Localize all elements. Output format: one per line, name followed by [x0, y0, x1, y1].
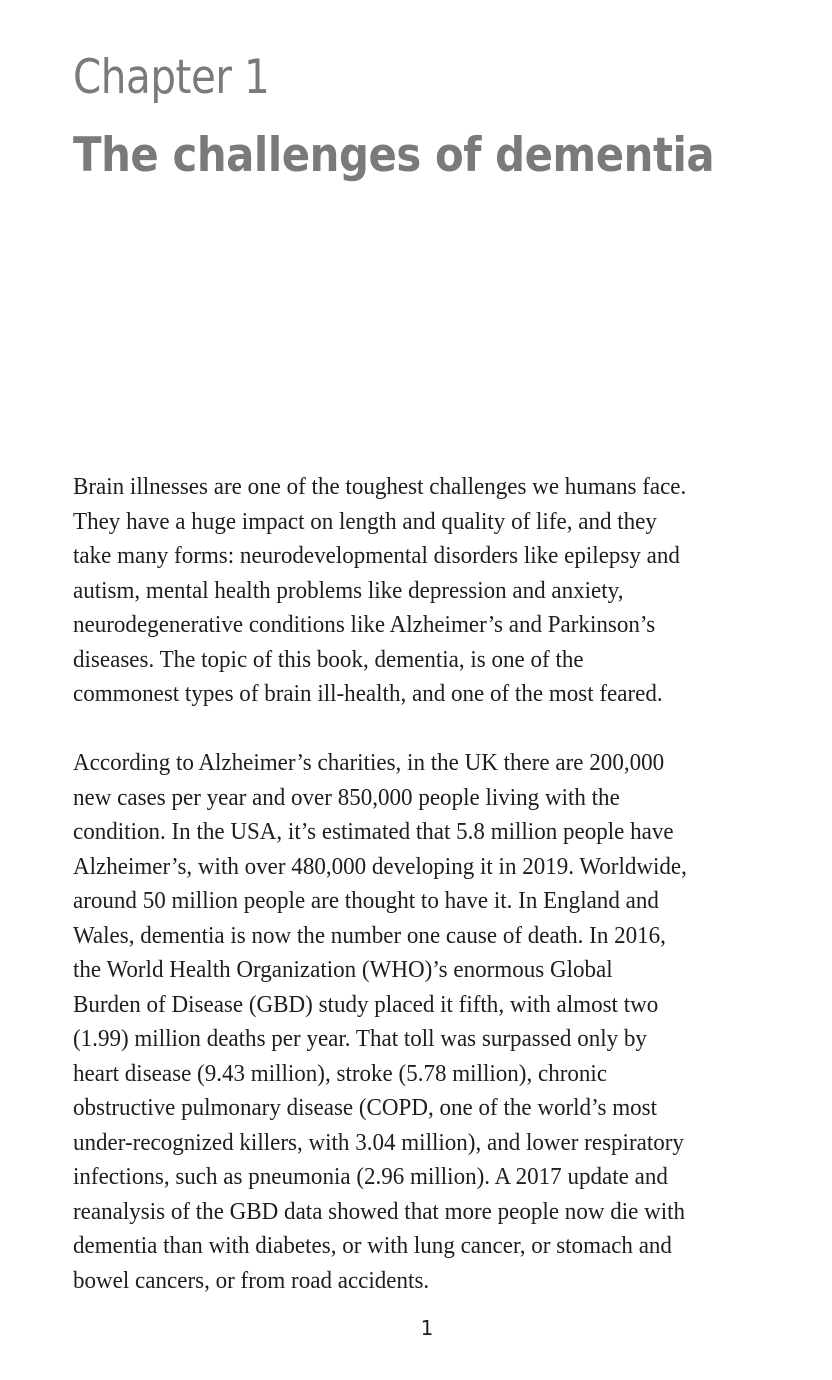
- paragraph-statistics: [73, 746, 832, 1298]
- text-line: They have a huge impact on length and quality of life, and they: [73, 507, 657, 535]
- text-line: Alzheimer’s, with over 480,000 developing it in 2019. Worldwide,: [73, 852, 687, 880]
- text-line: take many forms: neurodevelopmental disorders like epilepsy and: [73, 542, 680, 569]
- text-line: Wales, dementia is now the number one cause of death. In 2016,: [73, 921, 666, 949]
- text-line: dementia than with diabetes, or with lung cancer, or stomach and: [73, 1232, 672, 1259]
- text-line: obstructive pulmonary disease (COPD, one of the world’s most: [73, 1094, 657, 1121]
- text-line: heart disease (9.43 million), stroke (5.78 million), chronic: [73, 1059, 608, 1087]
- text-line: Brain illnesses are one of the toughest challenges we humans face.: [73, 473, 687, 500]
- text-line: new cases per year and over 850,000 people living with the: [73, 783, 620, 811]
- text-line: According to Alzheimer’s charities, in the UK there are 200,000: [73, 749, 665, 776]
- text-line: commonest types of brain ill-health, and one of the most feared.: [73, 680, 663, 707]
- text-line: infections, such as pneumonia (2.96 million). A 2017 update and: [73, 1163, 668, 1190]
- text-line: under-recognized killers, with 3.04 million), and lower respiratory: [73, 1128, 684, 1156]
- text-line: reanalysis of the GBD data showed that more people now die with: [73, 1197, 686, 1225]
- text-line: neurodegenerative conditions like Alzheimer’s and Parkinson’s: [73, 611, 656, 638]
- chapter-title: The challenges of dementia: [73, 128, 715, 183]
- text-line: Burden of Disease (GBD) study placed it fifth, with almost two: [73, 990, 659, 1018]
- paragraph-intro: [73, 470, 832, 712]
- text-line: autism, mental health problems like depression and anxiety,: [73, 576, 624, 604]
- page-number: 1: [420, 1316, 434, 1340]
- text-line: condition. In the USA, it’s estimated that 5.8 million people have: [73, 818, 674, 845]
- chapter-label: Chapter 1: [73, 50, 270, 105]
- text-line: bowel cancers, or from road accidents.: [73, 1266, 430, 1294]
- text-line: (1.99) million deaths per year. That toll was surpassed only by: [73, 1025, 647, 1052]
- text-line: diseases. The topic of this book, dementia, is one of the: [73, 645, 584, 673]
- text-line: around 50 million people are thought to have it. In England and: [73, 887, 659, 914]
- text-line: the World Health Organization (WHO)’s enormous Global: [73, 956, 613, 983]
